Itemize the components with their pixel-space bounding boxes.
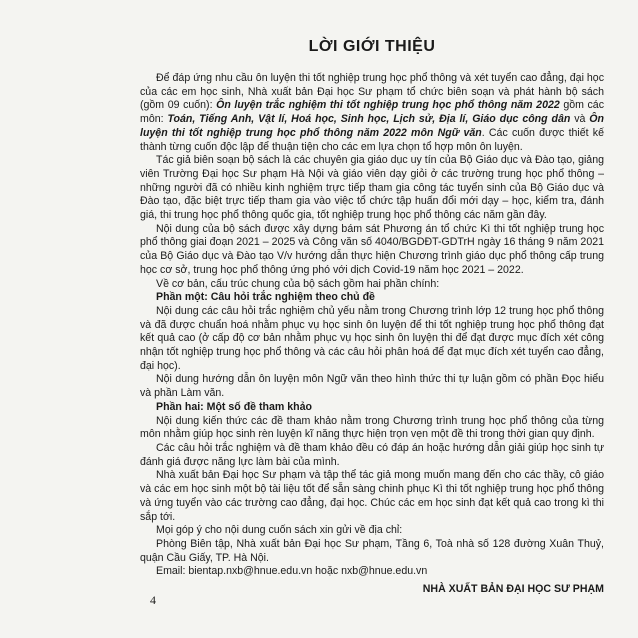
part-one-heading: Phần một: Câu hỏi trắc nghiệm theo chủ đề bbox=[156, 291, 375, 304]
intro-text-3: và bbox=[570, 113, 590, 126]
intro-text-1: Để đáp ứng nhu cầu ôn luyện thi tốt nghiệp trung học phổ thông và xét tuyển cao đẳng, đại học của các em học sinh, Nhà xuất bản Đại học Sư phạm tổ chức biên soạn và phát hành bộ sách (gồm 09 cuốn): bbox=[140, 72, 604, 112]
paragraph-authors: Tác giả biên soạn bộ sách là các chuyên gia giáo dục uy tín của Bộ Giáo dục và Đào tạo, giảng viên Trường Đại học Sư phạm Hà Nội và giáo viên dạy giỏi ở các trường trung học phổ thông – những người đã có nhiều kinh nghiệm trực tiếp tham gia công tác tuyển sinh của Bộ Giáo dục và Đào tạo, đặc biệt trực tiếp tham gia vào việc tổ chức tập huấn đổi mới dạy – học, kiểm tra, đánh giá, thi trung học phổ thông quốc gia, tốt nghiệp trung học phổ thông các năm gần đây. bbox=[140, 154, 604, 222]
series-title-1: Ôn luyện trắc nghiệm thi tốt nghiệp trung học phổ thông năm 2022 bbox=[216, 99, 560, 112]
intro-text-4: . Các cuốn được thiết kế thành từng cuốn độc lập để thuận tiện cho các em lựa chọn tổ hợp môn ôn luyện. bbox=[140, 126, 604, 153]
intro-text-2: gồm các môn: bbox=[140, 99, 604, 126]
email-text: Email: bientap.nxb@hnue.edu.vn hoặc nxb@hnue.edu.vn bbox=[156, 565, 428, 578]
publisher-signature: NHÀ XUẤT BẢN ĐẠI HỌC SƯ PHẠM bbox=[422, 583, 604, 596]
page-title: LỜI GIỚI THIỆU bbox=[308, 38, 436, 55]
paragraph-structure: Về cơ bản, cấu trúc chung của bộ sách gồm hai phần chính: bbox=[156, 277, 440, 290]
paragraph-content-basis: Nội dung của bộ sách được xây dựng bám sát Phương án tổ chức Kì thi tốt nghiệp trung học phổ thông giai đoạn 2021 – 2025 và Công văn số 4040/BGDĐT-GDTrH ngày 16 tháng 9 năm 2021 của Bộ Giáo dục và Đào tạo V/v hướng dẫn thực hiện Chương trình giáo dục phổ thông cấp trung học cơ sở, trung học phổ thông ứng phó với dịch Covid-19 năm học 2021 – 2022. bbox=[140, 222, 604, 276]
series-title-2: Ôn luyện thi tốt nghiệp trung học phổ thông năm 2022 môn Ngữ văn bbox=[140, 113, 605, 139]
paragraph-answers: Các câu hỏi trắc nghiệm và đề tham khảo đều có đáp án hoặc hướng dẫn giải giúp học sinh tự đánh giá được năng lực làm bài của mình. bbox=[140, 441, 604, 468]
paragraph-wishes: Nhà xuất bản Đại học Sư phạm và tập thể tác giả mong muốn mang đến cho các thầy, cô giáo và các em học sinh một bộ tài liệu tốt để sẵn sàng chinh phục Kì thi tốt nghiệp trung học phổ thông và ứng tuyển vào các trường cao đẳng, đại học. Chúc các em học sinh đạt kết quả cao trong kì thi sắp tới. bbox=[140, 469, 604, 523]
page-number: 4 bbox=[150, 593, 156, 607]
subjects-list: Toán, Tiếng Anh, Vật lí, Hoá học, Sinh học, Lịch sử, Địa lí, Giáo dục công dân bbox=[167, 113, 571, 126]
paragraph-feedback: Mọi góp ý cho nội dung cuốn sách xin gửi về địa chỉ: bbox=[156, 524, 403, 537]
paragraph-part-two: Nội dung kiến thức các đề tham khảo nằm trong Chương trình trung học phổ thông của từng môn nhằm giúp học sinh rèn luyện kĩ năng thực hiện trọn vẹn một đề thi trong thời gian quy định. bbox=[140, 414, 604, 441]
paragraph-literature: Nội dung hướng dẫn ôn luyện môn Ngữ văn theo hình thức thi tự luận gồm có phần Đọc hiểu và phần Làm văn. bbox=[140, 373, 604, 400]
part-two-heading: Phần hai: Một số đề tham khảo bbox=[156, 400, 312, 413]
paragraph-intro bbox=[140, 72, 604, 154]
paragraph-part-one: Nội dung các câu hỏi trắc nghiệm chủ yếu nằm trong Chương trình lớp 12 trung học phổ thông và đã được chuẩn hoá nhằm phục vụ học sinh ôn luyện để thi tốt nghiệp trung học phổ thông đạt kết quả cao (ở cấp độ cơ bản nhằm phục vụ học sinh ôn luyện thi để đạt được mục đích xét công nhận tốt nghiệp trung học phổ thông và các câu hỏi phân hoá để đạt mục đích xét tuyển cao đẳng, đại học). bbox=[140, 304, 604, 372]
address-text: Phòng Biên tập, Nhà xuất bản Đại học Sư phạm, Tầng 6, Toà nhà số 128 đường Xuân Thuỷ, quận Cầu Giấy, TP. Hà Nội. bbox=[140, 537, 604, 564]
